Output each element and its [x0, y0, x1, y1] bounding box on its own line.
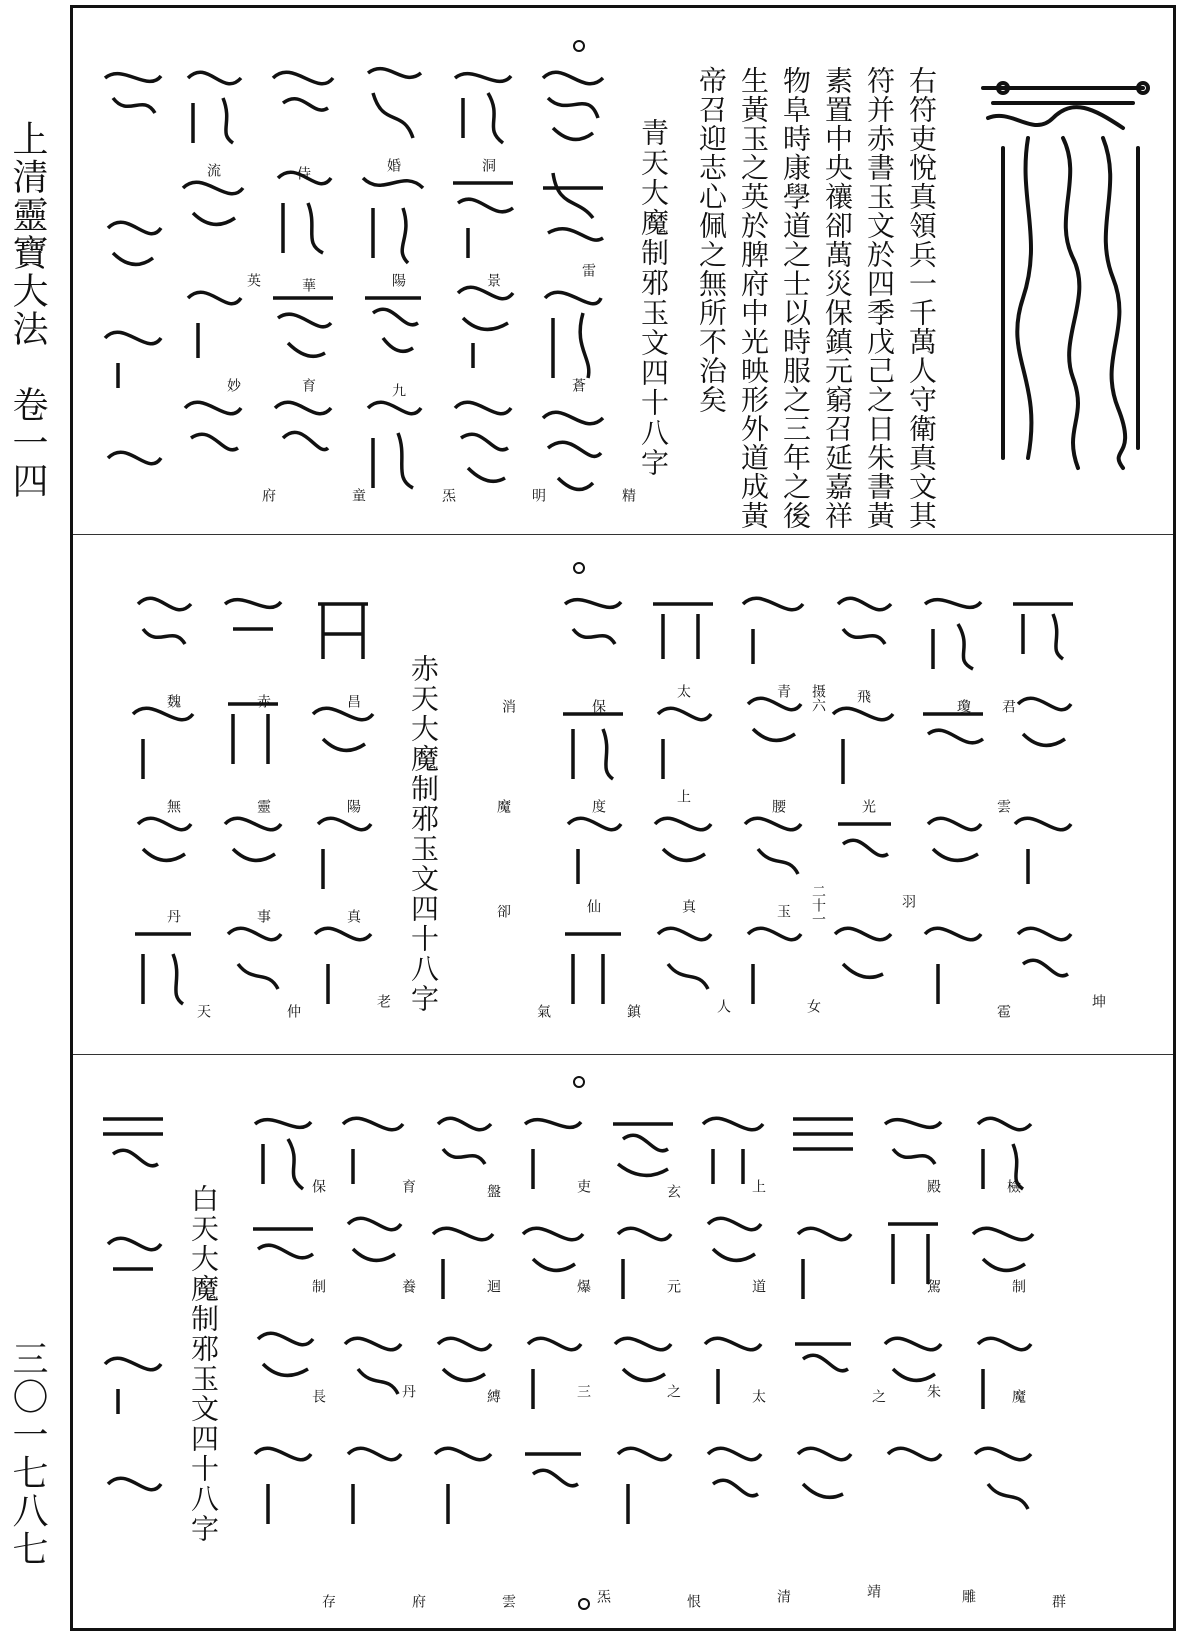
- gloss-label: 丹: [165, 909, 181, 923]
- gloss-label: 存: [320, 1594, 336, 1608]
- gloss-label: 妙: [225, 378, 241, 392]
- gloss-label: 吏: [575, 1179, 591, 1193]
- seal-glyph-strokes: [243, 1104, 323, 1554]
- gloss-label: 陽: [345, 799, 361, 813]
- gloss-label: 三: [575, 1384, 591, 1398]
- gloss-label: 清: [775, 1589, 791, 1603]
- section-red-talisman: [73, 534, 1173, 1055]
- gloss-label: 童: [350, 488, 366, 502]
- caption-white-heaven: 白天大魔制邪玉文四十八字: [187, 1184, 220, 1544]
- gloss-label: 青: [775, 684, 791, 698]
- section-marker-circle: [573, 1076, 585, 1088]
- gloss-label: 上: [675, 789, 691, 803]
- gloss-label: 坤: [1090, 994, 1106, 1008]
- seal-glyph-column: [783, 1104, 863, 1554]
- gloss-label: 駕: [925, 1279, 941, 1293]
- seal-glyph-strokes: [963, 1104, 1043, 1554]
- gloss-label: 人: [715, 999, 731, 1013]
- gloss-label: 育: [300, 378, 316, 392]
- section-green-talisman: [73, 8, 1173, 535]
- gloss-label: 卻: [495, 904, 511, 918]
- gloss-label: 光: [860, 799, 876, 813]
- gloss-label: 婚: [385, 158, 401, 172]
- gloss-label: 群: [1050, 1594, 1066, 1608]
- gloss-label: 殿: [925, 1179, 941, 1193]
- gloss-label: 檢: [1005, 1179, 1021, 1193]
- gloss-label: 之: [870, 1389, 886, 1403]
- gloss-label: 丹: [400, 1384, 416, 1398]
- gloss-label: 盤: [485, 1184, 501, 1198]
- page-number: 三〇一七八七: [7, 1340, 48, 1568]
- gloss-label: 魏: [165, 694, 181, 708]
- gloss-label: 明: [530, 488, 546, 502]
- talisman-seal-large: [973, 78, 1153, 478]
- gloss-label: 瓊: [955, 699, 971, 713]
- seal-glyph-column: [93, 58, 173, 508]
- gloss-label: 華: [300, 278, 316, 292]
- gloss-label: 上: [750, 1179, 766, 1193]
- section-white-talisman: [73, 1054, 1173, 1628]
- gloss-label: 之: [665, 1384, 681, 1398]
- seal-glyph-column: [513, 1104, 593, 1554]
- gloss-label: 朱: [925, 1384, 941, 1398]
- seal-glyph-column: [913, 584, 993, 1034]
- seal-glyph-strokes: [693, 1104, 773, 1554]
- gloss-label: 消: [500, 699, 516, 713]
- gloss-label: 腰: [770, 799, 786, 813]
- seal-glyph-strokes: [93, 58, 173, 508]
- gloss-label: 炁: [440, 488, 456, 502]
- gloss-label: 養: [400, 1279, 416, 1293]
- seal-glyph-column: [1003, 584, 1083, 1034]
- seal-glyph-strokes: [423, 1104, 503, 1554]
- gloss-label: 府: [410, 1594, 426, 1608]
- seal-glyph-strokes: [603, 1104, 683, 1554]
- seal-glyph-strokes: [1003, 584, 1083, 1034]
- gloss-label: 流: [205, 163, 221, 177]
- gloss-label: 魔: [1010, 1389, 1026, 1403]
- gloss-label: 度: [590, 799, 606, 813]
- gloss-label: 育: [400, 1179, 416, 1193]
- seal-glyph-column: [423, 1104, 503, 1554]
- gloss-label: 道: [750, 1279, 766, 1293]
- seal-glyph-column: [93, 1104, 173, 1554]
- gloss-label: 雕: [960, 1589, 976, 1603]
- gloss-label: 靈: [255, 799, 271, 813]
- gloss-label: 無: [165, 799, 181, 813]
- text-line-6: 帝召迎志心佩之無所不治矣: [695, 66, 728, 414]
- text-line-5: 生黃玉之英於脾府中光映形外道成黃: [737, 66, 770, 530]
- gloss-label: 制: [310, 1279, 326, 1293]
- gloss-label: 二十一: [810, 884, 826, 926]
- gloss-label: 英: [245, 273, 261, 287]
- gloss-label: 老: [375, 994, 391, 1008]
- gloss-label: 侍: [295, 166, 311, 180]
- gloss-label: 事: [255, 909, 271, 923]
- seal-glyph-strokes: [173, 58, 253, 508]
- seal-glyph-column: [533, 58, 613, 508]
- gloss-label: 洞: [480, 158, 496, 172]
- gloss-label: 氣: [535, 1004, 551, 1018]
- book-title-margin: 上清靈寶大法 卷一四: [7, 120, 48, 500]
- gloss-label: 爆: [575, 1279, 591, 1293]
- gloss-label: 陽: [390, 273, 406, 287]
- gloss-label: 赤: [255, 694, 271, 708]
- gloss-label: 飛: [855, 689, 871, 703]
- gloss-label: 保: [310, 1179, 326, 1193]
- gloss-label: 精: [620, 488, 636, 502]
- seal-glyph-column: [873, 1104, 953, 1554]
- seal-glyph-strokes: [643, 584, 723, 1034]
- section-marker-circle: [573, 562, 585, 574]
- gloss-label: 魔: [495, 799, 511, 813]
- section-marker-circle: [573, 40, 585, 52]
- gloss-label: 蒼: [570, 378, 586, 392]
- gloss-label: 炁: [595, 1589, 611, 1603]
- gloss-label: 恨: [685, 1594, 701, 1608]
- seal-glyph-column: [603, 1104, 683, 1554]
- gloss-label: 太: [675, 684, 691, 698]
- seal-glyph-strokes: [93, 1104, 173, 1554]
- gloss-label: 雷: [580, 263, 596, 277]
- gloss-label: 天: [195, 1004, 211, 1018]
- gloss-label: 玄: [665, 1184, 681, 1198]
- seal-glyph-column: [333, 1104, 413, 1554]
- gloss-label: 靖: [865, 1584, 881, 1598]
- gloss-label: 摄六: [810, 684, 826, 712]
- gloss-label: 鎮: [625, 1004, 641, 1018]
- seal-glyph-column: [173, 58, 253, 508]
- page-frame: [70, 5, 1176, 1631]
- gloss-label: 昌: [345, 694, 361, 708]
- seal-glyph-column: [693, 1104, 773, 1554]
- gloss-label: 迴: [485, 1279, 501, 1293]
- section-marker-circle: [578, 1598, 590, 1610]
- gloss-label: 景: [485, 273, 501, 287]
- text-line-4: 物阜時康學道之士以時服之三年之後: [779, 66, 812, 530]
- gloss-label: 制: [1010, 1279, 1026, 1293]
- seal-glyph-strokes: [333, 1104, 413, 1554]
- text-line-3: 素置中央禳卻萬災保鎮元窮召延嘉祥: [821, 66, 854, 530]
- caption-green-heaven: 青天大魔制邪玉文四十八字: [637, 118, 670, 478]
- gloss-label: 仙: [585, 899, 601, 913]
- gloss-label: 保: [590, 699, 606, 713]
- gloss-label: 雲: [500, 1594, 516, 1608]
- gloss-label: 玉: [775, 904, 791, 918]
- gloss-label: 縛: [485, 1389, 501, 1403]
- seal-glyph-strokes: [533, 58, 613, 508]
- seal-glyph-strokes: [913, 584, 993, 1034]
- seal-glyph-strokes: [873, 1104, 953, 1554]
- gloss-label: 君: [1000, 699, 1016, 713]
- seal-glyph-column: [243, 1104, 323, 1554]
- gloss-label: 真: [345, 909, 361, 923]
- gloss-label: 雲: [995, 799, 1011, 813]
- gloss-label: 仲: [285, 1004, 301, 1018]
- gloss-label: 羽: [900, 894, 916, 908]
- caption-red-heaven: 赤天大魔制邪玉文四十八字: [407, 654, 440, 1014]
- gloss-label: 太: [750, 1389, 766, 1403]
- seal-glyph-strokes: [783, 1104, 863, 1554]
- seal-glyph-column: [643, 584, 723, 1034]
- gloss-label: 雹: [995, 1004, 1011, 1018]
- gloss-label: 真: [680, 899, 696, 913]
- gloss-label: 長: [310, 1389, 326, 1403]
- gloss-label: 府: [260, 488, 276, 502]
- seal-glyph-column: [963, 1104, 1043, 1554]
- gloss-label: 女: [805, 999, 821, 1013]
- text-line-2: 符并赤書玉文於四季戊己之日朱書黃: [863, 66, 896, 530]
- gloss-label: 九: [390, 383, 406, 397]
- seal-glyph-strokes: [513, 1104, 593, 1554]
- gloss-label: 元: [665, 1279, 681, 1293]
- text-line-1: 右符吏悅真領兵一千萬人守衛真文其: [905, 66, 938, 530]
